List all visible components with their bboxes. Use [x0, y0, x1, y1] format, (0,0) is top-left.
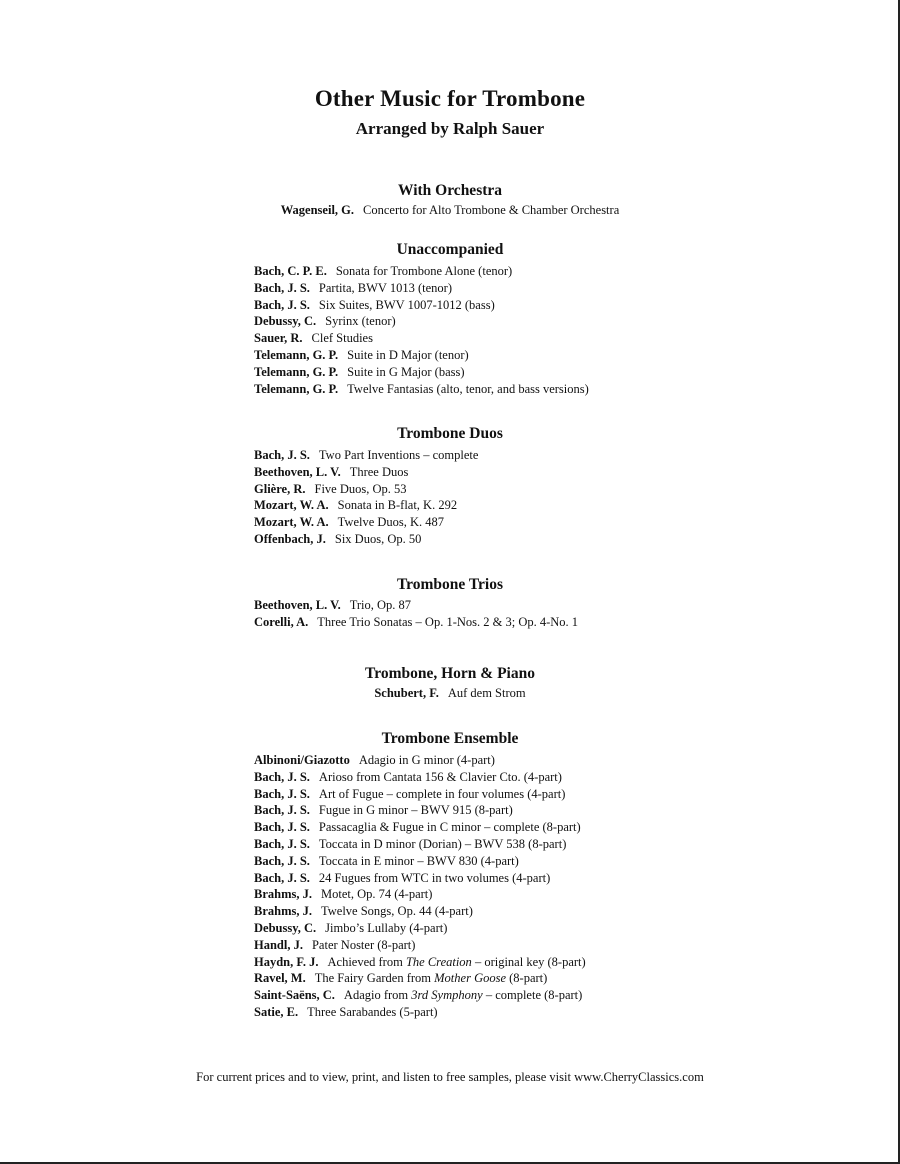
- composer-name: Albinoni/Giazotto: [254, 753, 350, 767]
- composer-name: Haydn, F. J.: [254, 954, 319, 969]
- list-item: [254, 987, 586, 1004]
- composer-name: Ravel, M.: [254, 971, 306, 986]
- section-heading-duos: Trombone Duos: [397, 425, 503, 442]
- work-title: Adagio from 3rd Symphony – complete (8-part): [343, 988, 583, 1003]
- work-title: Art of Fugue – complete in four volumes (4-part): [318, 786, 566, 801]
- composer-name: Beethoven, L. V.: [254, 464, 341, 479]
- work-title: Adagio in G minor (4-part): [358, 753, 495, 767]
- list-item: [254, 263, 589, 280]
- work-title: 24 Fugues from WTC in two volumes (4-part): [318, 870, 551, 885]
- section-heading-trios: Trombone Trios: [396, 576, 504, 593]
- list-item: [0, 203, 900, 218]
- work-title: Syrinx (tenor): [325, 314, 396, 329]
- composer-name: Debussy, C.: [254, 314, 317, 329]
- list-item: [254, 769, 586, 786]
- composer-name: Sauer, R.: [254, 331, 303, 346]
- work-title: Arioso from Cantata 156 & Clavier Cto. (4-part): [318, 769, 562, 784]
- list-item: [254, 836, 586, 853]
- list-item: [254, 531, 478, 548]
- composer-name: Brahms, J.: [254, 904, 312, 919]
- work-title: The Fairy Garden from Mother Goose (8-part): [314, 971, 548, 986]
- composer-name: Schubert, F.: [374, 686, 439, 700]
- work-title: Sonata for Trombone Alone (tenor): [335, 264, 513, 278]
- composer-name: Bach, J. S.: [254, 786, 310, 801]
- work-title: Achieved from The Creation – original key (8-part): [327, 954, 586, 969]
- composer-name: Bach, J. S.: [254, 769, 310, 784]
- list-item: [254, 381, 589, 398]
- composer-name: Mozart, W. A.: [254, 515, 329, 530]
- composer-name: Bach, C. P. E.: [254, 264, 327, 278]
- list-item: [254, 514, 478, 531]
- list-item: [254, 786, 586, 803]
- composer-name: Debussy, C.: [254, 920, 317, 935]
- unaccompanied-list: [254, 263, 589, 397]
- work-title: Pater Noster (8-part): [311, 937, 416, 952]
- list-item: [254, 313, 589, 330]
- list-item: [254, 330, 589, 347]
- list-item: [254, 954, 586, 971]
- composer-name: Offenbach, J.: [254, 531, 326, 546]
- work-title: Passacaglia & Fugue in C minor – complete (8-part): [318, 820, 581, 835]
- ensemble-list: [254, 752, 586, 1021]
- composer-name: Bach, J. S.: [254, 836, 310, 851]
- work-title: Three Sarabandes (5-part): [307, 1004, 438, 1019]
- list-item: [254, 752, 586, 769]
- section-heading-orchestra: With Orchestra: [397, 182, 503, 199]
- composer-name: Satie, E.: [254, 1004, 299, 1019]
- work-title: Trio, Op. 87: [349, 598, 412, 612]
- composer-name: Bach, J. S.: [254, 297, 310, 312]
- work-title: Six Duos, Op. 50: [334, 531, 422, 546]
- composer-name: Bach, J. S.: [254, 803, 310, 818]
- work-title: Jimbo’s Lullaby (4-part): [325, 920, 448, 935]
- composer-name: Bach, J. S.: [254, 820, 310, 835]
- section-heading-ensemble: Trombone Ensemble: [381, 730, 519, 747]
- composer-name: Telemann, G. P.: [254, 381, 339, 396]
- page-subtitle: Arranged by Ralph Sauer: [355, 119, 545, 138]
- list-item: [254, 853, 586, 870]
- list-item: [254, 447, 478, 464]
- composer-name: Bach, J. S.: [254, 448, 310, 462]
- list-item: [254, 819, 586, 836]
- composer-name: Corelli, A.: [254, 614, 309, 629]
- composer-name: Telemann, G. P.: [254, 364, 339, 379]
- composer-name: Bach, J. S.: [254, 853, 310, 868]
- composer-name: Bach, J. S.: [254, 870, 310, 885]
- work-title: Three Trio Sonatas – Op. 1-Nos. 2 & 3; Op. 4-No. 1: [317, 614, 579, 629]
- work-title: Five Duos, Op. 53: [314, 481, 407, 496]
- composer-name: Bach, J. S.: [254, 280, 310, 295]
- work-title: Six Suites, BWV 1007-1012 (bass): [318, 297, 495, 312]
- footer-note: For current prices and to view, print, and listen to free samples, please visit www.CherryClassics.com: [196, 1070, 704, 1084]
- work-title: Twelve Fantasias (alto, tenor, and bass versions): [347, 381, 589, 396]
- work-title: Three Duos: [349, 464, 409, 479]
- list-item: [254, 937, 586, 954]
- list-item: [254, 614, 578, 631]
- work-title: Twelve Duos, K. 487: [337, 515, 445, 530]
- composer-name: Wagenseil, G.: [280, 203, 355, 217]
- list-item: [254, 364, 589, 381]
- work-title: Motet, Op. 74 (4-part): [321, 887, 433, 902]
- section-heading-horn-piano: Trombone, Horn & Piano: [365, 665, 535, 682]
- work-title: Concerto for Alto Trombone & Chamber Orchestra: [363, 203, 620, 217]
- work-title: Clef Studies: [311, 331, 373, 346]
- list-item: [254, 886, 586, 903]
- list-item: [254, 497, 478, 514]
- list-item: [254, 970, 586, 987]
- list-item: [254, 297, 589, 314]
- work-title: Suite in D Major (tenor): [347, 347, 469, 362]
- list-item: [254, 597, 578, 614]
- list-item: [254, 802, 586, 819]
- composer-name: Mozart, W. A.: [254, 498, 329, 513]
- work-title: Suite in G Major (bass): [347, 364, 465, 379]
- list-item: [254, 1004, 586, 1021]
- composer-name: Glière, R.: [254, 481, 306, 496]
- work-title: Toccata in E minor – BWV 830 (4-part): [318, 853, 519, 868]
- composer-name: Beethoven, L. V.: [254, 598, 341, 612]
- list-item: [254, 920, 586, 937]
- work-title: Toccata in D minor (Dorian) – BWV 538 (8-part): [318, 836, 567, 851]
- list-item: [254, 280, 589, 297]
- composer-name: Handl, J.: [254, 937, 303, 952]
- composer-name: Saint-Saëns, C.: [254, 988, 335, 1003]
- trios-list: [254, 597, 578, 631]
- list-item: [254, 903, 586, 920]
- work-title: Two Part Inventions – complete: [318, 448, 479, 462]
- work-title: Sonata in B-flat, K. 292: [337, 498, 458, 513]
- list-item: [254, 464, 478, 481]
- page-title: Other Music for Trombone: [314, 86, 586, 111]
- list-item: [0, 686, 900, 701]
- list-item: [254, 481, 478, 498]
- work-title: Auf dem Strom: [447, 686, 526, 700]
- list-item: [254, 870, 586, 887]
- section-heading-unaccompanied: Unaccompanied: [396, 241, 504, 258]
- duos-list: [254, 447, 478, 548]
- work-title: Partita, BWV 1013 (tenor): [318, 280, 452, 295]
- composer-name: Brahms, J.: [254, 887, 312, 902]
- list-item: [254, 347, 589, 364]
- work-title: Fugue in G minor – BWV 915 (8-part): [318, 803, 513, 818]
- composer-name: Telemann, G. P.: [254, 347, 339, 362]
- work-title: Twelve Songs, Op. 44 (4-part): [321, 904, 473, 919]
